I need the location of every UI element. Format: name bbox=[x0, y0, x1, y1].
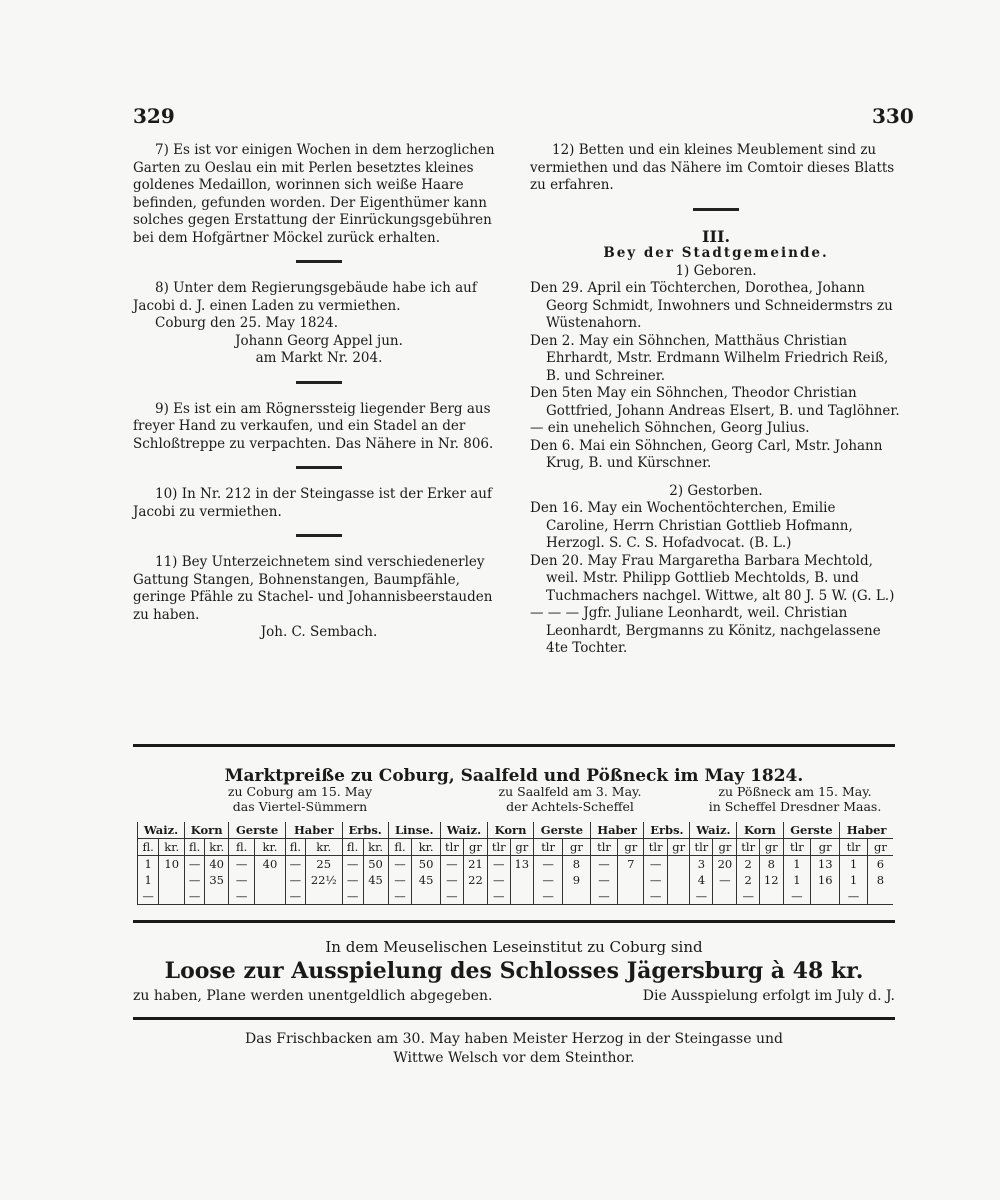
section-title: Bey der Stadtgemeinde. bbox=[603, 245, 829, 261]
price-cell: — bbox=[487, 888, 510, 905]
lottery-intro: In dem Meuselischen Leseinstitut zu Coburg sind bbox=[325, 938, 703, 956]
price-cell bbox=[254, 872, 285, 888]
price-cell bbox=[713, 888, 737, 905]
price-cell: — bbox=[590, 856, 618, 873]
unit-cell: kr. bbox=[363, 839, 388, 856]
unit-cell: tlr bbox=[737, 839, 760, 856]
column-header: Korn bbox=[737, 822, 783, 839]
birth-entry: Den 5ten May ein Söhnchen, Theodor Christian Gottfried, Johann Andreas Elsert, B. und Taglöhner. bbox=[530, 385, 900, 419]
price-cell: 9 bbox=[563, 872, 591, 888]
price-cell: — bbox=[342, 888, 363, 905]
price-cell: — bbox=[534, 872, 563, 888]
left-column bbox=[133, 142, 505, 642]
column-header: Gerste bbox=[534, 822, 591, 839]
column-header: Haber bbox=[285, 822, 342, 839]
price-cell: — bbox=[388, 872, 412, 888]
birth-entry: Den 6. Mai ein Söhnchen, Georg Carl, Mstr. Johann Krug, B. und Kürschner. bbox=[530, 437, 883, 471]
price-cell bbox=[254, 888, 285, 905]
market-group-coburg: zu Coburg am 15. May das Viertel-Sümmern bbox=[227, 784, 373, 814]
unit-cell: tlr bbox=[440, 839, 463, 856]
price-cell: — bbox=[783, 888, 811, 905]
divider bbox=[693, 208, 739, 211]
price-cell: — bbox=[285, 856, 305, 873]
price-cell bbox=[759, 888, 783, 905]
price-cell: — bbox=[590, 888, 618, 905]
price-cell bbox=[667, 872, 689, 888]
price-cell: — bbox=[229, 888, 255, 905]
notice-item-11-signature: Joh. C. Sembach. bbox=[260, 624, 378, 640]
price-cell: — bbox=[285, 888, 305, 905]
price-cell: 8 bbox=[563, 856, 591, 873]
price-cell: 1 bbox=[138, 856, 159, 873]
born-title: 1) Geboren. bbox=[675, 262, 757, 279]
notice-item-8: 8) Unter dem Regierungsgebäude habe ich auf Jacobi d. J. einen Laden zu vermiethen. bbox=[133, 280, 477, 314]
divider bbox=[296, 466, 342, 469]
price-cell: — bbox=[185, 872, 205, 888]
price-cell: — bbox=[644, 888, 668, 905]
lottery-rule bbox=[133, 1017, 895, 1020]
price-cell bbox=[667, 856, 689, 873]
price-cell: — bbox=[440, 856, 463, 873]
market-prices-title: Marktpreiße zu Coburg, Saalfeld und Pößneck im May 1824. bbox=[224, 766, 804, 786]
price-cell: 2 bbox=[737, 872, 760, 888]
price-cell: 1 bbox=[840, 856, 868, 873]
notice-item-7: 7) Es ist vor einigen Wochen in dem herzoglichen Garten zu Oeslau ein mit Perlen besetztes kleines goldenes Medaillon, worinnen sich weiße Haare befinden, gefunden worden. Der Eigenthümer kann solches gegen Erstattung der Einrückungsgebühren bei dem Hofgärtner Möckel zurück erhalten. bbox=[133, 142, 495, 246]
price-cell: — bbox=[737, 888, 760, 905]
birth-entry: Den 2. May ein Söhnchen, Matthäus Christian Ehrhardt, Mstr. Erdmann Wilhelm Friedrich Reiß, B. und Schreiner. bbox=[530, 332, 889, 384]
price-cell bbox=[205, 888, 229, 905]
price-cell: 21 bbox=[463, 856, 487, 873]
birth-entry: — ein unehelich Söhnchen, Georg Julius. bbox=[530, 420, 810, 436]
table-row bbox=[138, 872, 894, 888]
notice-item-12: 12) Betten und ein kleines Meublement sind zu vermiethen und das Nähere im Comtoir dieses Blatts zu erfahren. bbox=[530, 142, 895, 193]
column-header: Waiz. bbox=[690, 822, 737, 839]
lottery-headline: Loose zur Ausspielung des Schlosses Jägersburg à 48 kr. bbox=[164, 958, 864, 984]
market-group-poessneck: zu Pößneck am 15. May. in Scheffel Dresdner Maas. bbox=[708, 784, 882, 814]
right-column bbox=[530, 142, 902, 658]
price-cell bbox=[363, 888, 388, 905]
column-header: Haber bbox=[590, 822, 644, 839]
price-cell: — bbox=[229, 872, 255, 888]
price-cell: 45 bbox=[412, 872, 441, 888]
price-cell: 40 bbox=[205, 856, 229, 873]
price-cell: 13 bbox=[510, 856, 534, 873]
lottery-details-left: zu haben, Plane werden unentgeldlich abgegeben. bbox=[133, 988, 493, 1004]
section-number: III. bbox=[701, 226, 731, 246]
price-cell: — bbox=[487, 872, 510, 888]
table-row bbox=[138, 888, 894, 905]
column-header: Erbs. bbox=[342, 822, 388, 839]
unit-cell: gr bbox=[510, 839, 534, 856]
notice-item-9: 9) Es ist ein am Rögnerssteig liegender Berg aus freyer Hand zu verkaufen, und ein Stadel an der Schloßtreppe zu verpachten. Das Nähere in Nr. 806. bbox=[133, 400, 494, 452]
price-cell: — bbox=[590, 872, 618, 888]
price-cell: — bbox=[713, 872, 737, 888]
price-cell bbox=[510, 888, 534, 905]
price-cell bbox=[667, 888, 689, 905]
price-cell: — bbox=[534, 856, 563, 873]
unit-cell: tlr bbox=[534, 839, 563, 856]
price-cell: 1 bbox=[840, 872, 868, 888]
unit-cell: fl. bbox=[285, 839, 305, 856]
price-cell: 22 bbox=[463, 872, 487, 888]
unit-cell: fl. bbox=[138, 839, 159, 856]
column-header: Gerste bbox=[783, 822, 840, 839]
price-cell: 1 bbox=[783, 856, 811, 873]
market-group-saalfeld: zu Saalfeld am 3. May. der Achtels-Scheffel bbox=[498, 784, 642, 814]
died-title: 2) Gestorben. bbox=[669, 482, 763, 499]
price-cell: 35 bbox=[205, 872, 229, 888]
price-cell bbox=[811, 888, 840, 905]
birth-entry: Den 29. April ein Töchterchen, Dorothea, Johann Georg Schmidt, Inwohners und Schneidermstrs zu Wüstenahorn. bbox=[530, 280, 893, 331]
page-number-left: 329 bbox=[133, 104, 175, 128]
unit-cell: kr. bbox=[205, 839, 229, 856]
unit-cell: tlr bbox=[840, 839, 868, 856]
notice-item-8-name: Johann Georg Appel jun. bbox=[235, 332, 403, 349]
divider bbox=[296, 381, 342, 384]
market-price-table bbox=[137, 822, 893, 905]
price-cell: — bbox=[388, 888, 412, 905]
death-entry: — — — Jgfr. Juliane Leonhardt, weil. Christian Leonhardt, Bergmanns zu Könitz, nachgelassene 4te Tochter. bbox=[530, 605, 881, 656]
price-cell: 12 bbox=[759, 872, 783, 888]
unit-cell: kr. bbox=[412, 839, 441, 856]
price-cell: — bbox=[185, 888, 205, 905]
price-cell: — bbox=[440, 872, 463, 888]
notice-item-8-address: am Markt Nr. 204. bbox=[255, 350, 383, 366]
unit-cell: gr bbox=[667, 839, 689, 856]
price-cell: — bbox=[185, 856, 205, 873]
price-cell: 13 bbox=[811, 856, 840, 873]
unit-cell: fl. bbox=[229, 839, 255, 856]
price-cell: — bbox=[440, 888, 463, 905]
price-cell: — bbox=[690, 888, 713, 905]
price-cell: 50 bbox=[412, 856, 441, 873]
unit-cell: gr bbox=[563, 839, 591, 856]
price-cell bbox=[463, 888, 487, 905]
price-cell: — bbox=[342, 856, 363, 873]
column-header: Korn bbox=[487, 822, 533, 839]
unit-cell: gr bbox=[618, 839, 644, 856]
price-cell: — bbox=[534, 888, 563, 905]
price-cell: 4 bbox=[690, 872, 713, 888]
price-cell: 22½ bbox=[305, 872, 342, 888]
price-cell: 7 bbox=[618, 856, 644, 873]
price-cell: — bbox=[487, 856, 510, 873]
unit-cell: kr. bbox=[159, 839, 185, 856]
lottery-details bbox=[133, 988, 895, 1004]
notice-item-11: 11) Bey Unterzeichnetem sind verschiedenerley Gattung Stangen, Bohnenstangen, Baumpfähle, geringe Pfähle zu Stachel- und Johannisbeerstauden zu haben. bbox=[133, 554, 493, 623]
page-number-right: 330 bbox=[872, 104, 914, 128]
price-cell: — bbox=[644, 856, 668, 873]
column-header: Erbs. bbox=[644, 822, 690, 839]
price-cell bbox=[159, 872, 185, 888]
baking-notice: Das Frischbacken am 30. May haben Meister Herzog in der Steingasse und Wittwe Welsch vor dem Steinthor. bbox=[245, 1031, 783, 1066]
price-cell: 45 bbox=[363, 872, 388, 888]
notice-item-8-date: Coburg den 25. May 1824. bbox=[155, 315, 338, 331]
unit-cell: kr. bbox=[305, 839, 342, 856]
column-header: Gerste bbox=[229, 822, 286, 839]
unit-cell: gr bbox=[713, 839, 737, 856]
unit-cell: tlr bbox=[590, 839, 618, 856]
unit-cell: kr. bbox=[254, 839, 285, 856]
price-cell: 50 bbox=[363, 856, 388, 873]
price-cell: — bbox=[138, 888, 159, 905]
unit-cell: gr bbox=[867, 839, 893, 856]
column-header: Korn bbox=[185, 822, 229, 839]
unit-cell: tlr bbox=[690, 839, 713, 856]
unit-cell: tlr bbox=[644, 839, 668, 856]
price-cell: 3 bbox=[690, 856, 713, 873]
price-cell bbox=[618, 888, 644, 905]
price-cell: — bbox=[285, 872, 305, 888]
price-cell bbox=[305, 888, 342, 905]
death-entry: Den 16. May ein Wochentöchterchen, Emilie Caroline, Herrn Christian Gottlieb Hofmann, Herzogl. S. C. S. Hofadvocat. (B. L.) bbox=[530, 500, 853, 551]
price-cell: 10 bbox=[159, 856, 185, 873]
lottery-details-right: Die Ausspielung erfolgt im July d. J. bbox=[642, 988, 895, 1004]
table-row bbox=[138, 856, 894, 873]
unit-cell: gr bbox=[759, 839, 783, 856]
price-cell: 16 bbox=[811, 872, 840, 888]
unit-cell: tlr bbox=[783, 839, 811, 856]
divider bbox=[296, 534, 342, 537]
price-cell: 20 bbox=[713, 856, 737, 873]
price-cell bbox=[867, 888, 893, 905]
unit-cell: fl. bbox=[388, 839, 412, 856]
price-cell: — bbox=[229, 856, 255, 873]
notice-item-10: 10) In Nr. 212 in der Steingasse ist der Erker auf Jacobi zu vermiethen. bbox=[133, 486, 492, 520]
price-cell bbox=[412, 888, 441, 905]
price-cell: — bbox=[342, 872, 363, 888]
divider bbox=[296, 260, 342, 263]
column-header: Waiz. bbox=[138, 822, 185, 839]
unit-cell: gr bbox=[463, 839, 487, 856]
unit-cell: gr bbox=[811, 839, 840, 856]
column-header: Haber bbox=[840, 822, 893, 839]
price-cell: 40 bbox=[254, 856, 285, 873]
unit-cell: tlr bbox=[487, 839, 510, 856]
price-cell bbox=[510, 872, 534, 888]
price-cell bbox=[159, 888, 185, 905]
price-cell: — bbox=[644, 872, 668, 888]
column-header: Waiz. bbox=[440, 822, 487, 839]
death-entry: Den 20. May Frau Margaretha Barbara Mechtold, weil. Mstr. Philipp Gottlieb Mechtolds, B. und Tuchmachers nachgel. Wittwe, alt 80 J. 5 W. (G. L.) bbox=[530, 552, 895, 604]
table-rule bbox=[133, 920, 895, 923]
price-cell bbox=[618, 872, 644, 888]
price-cell: 2 bbox=[737, 856, 760, 873]
price-cell: 1 bbox=[783, 872, 811, 888]
price-cell: — bbox=[388, 856, 412, 873]
price-cell: 6 bbox=[867, 856, 893, 873]
column-header: Linse. bbox=[388, 822, 440, 839]
unit-cell: fl. bbox=[185, 839, 205, 856]
price-cell: 8 bbox=[759, 856, 783, 873]
price-cell: 8 bbox=[867, 872, 893, 888]
unit-cell: fl. bbox=[342, 839, 363, 856]
section-rule bbox=[133, 744, 895, 747]
price-cell: 25 bbox=[305, 856, 342, 873]
price-cell bbox=[563, 888, 591, 905]
price-cell: 1 bbox=[138, 872, 159, 888]
price-cell: — bbox=[840, 888, 868, 905]
